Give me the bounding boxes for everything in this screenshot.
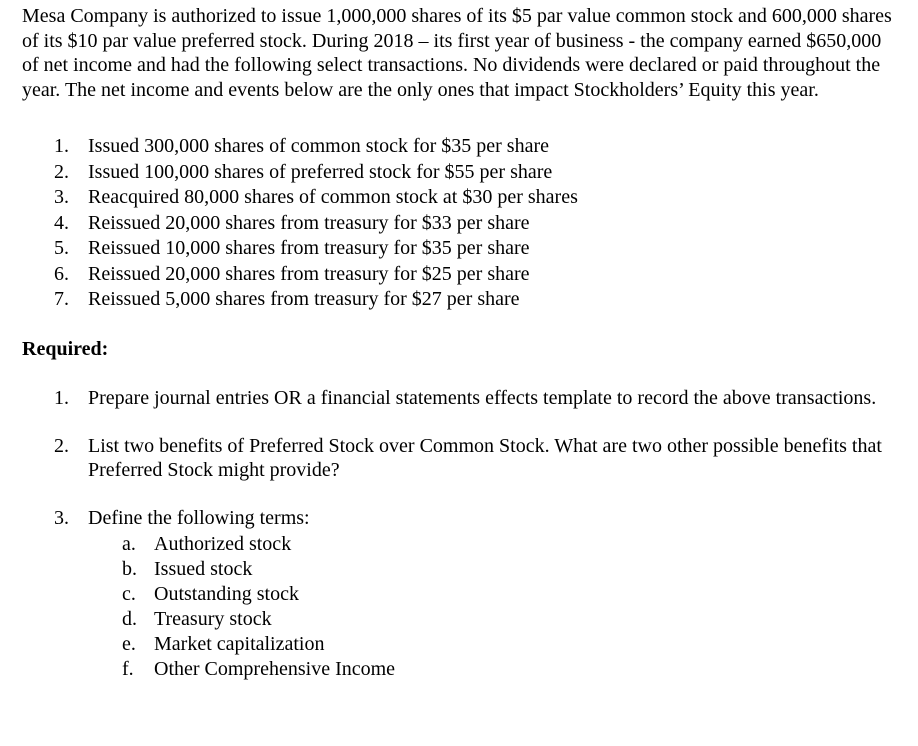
term-letter: c.: [122, 582, 136, 605]
term-item: [88, 582, 898, 607]
transaction-list: [22, 134, 898, 313]
item-number: 6.: [54, 262, 69, 285]
term-item: [88, 607, 898, 632]
term-letter: d.: [122, 607, 137, 630]
problem-intro-paragraph: Mesa Company is authorized to issue 1,000,000 shares of its $5 par value common stock and 600,000 shares of its $10 par value preferred stock. During 2018 – its first year of business - the company earned $650,000 of net income and had the following select transactions. No dividends were declared or paid throughout the year. The net income and events below are the only ones that impact Stockholders’ Equity this year.: [22, 5, 892, 101]
item-number: 1.: [54, 386, 69, 409]
terms-list: [88, 532, 898, 682]
required-heading: Required:: [22, 337, 109, 360]
item-number: 4.: [54, 211, 69, 234]
requirements-list: [22, 386, 898, 682]
requirement-item: [22, 386, 898, 410]
transaction-text: Reacquired 80,000 shares of common stock at $30 per shares: [88, 186, 578, 208]
item-number: 1.: [54, 135, 69, 157]
transaction-text: Issued 300,000 shares of common stock for $35 per share: [88, 135, 550, 157]
requirement-item: [22, 506, 898, 682]
transaction-item: [22, 287, 898, 313]
item-number: 2.: [54, 160, 69, 183]
term-letter: f.: [122, 657, 134, 680]
transaction-text: Reissued 20,000 shares from treasury for $33 per share: [88, 211, 530, 234]
term-item: [88, 532, 898, 557]
requirement-text: List two benefits of Preferred Stock over Common Stock. What are two other possible benefits that Preferred Stock might provide?: [88, 434, 882, 481]
transaction-text: Reissued 10,000 shares from treasury for $35 per share: [88, 237, 530, 259]
requirement-text: Define the following terms:: [88, 506, 310, 529]
term-item: [88, 657, 898, 682]
item-number: 3.: [54, 186, 69, 208]
term-text: Other Comprehensive Income: [154, 657, 396, 680]
transaction-item: [22, 236, 898, 262]
item-number: 2.: [54, 434, 69, 457]
transaction-item: [22, 160, 898, 186]
term-text: Outstanding stock: [154, 582, 299, 605]
requirement-item: [22, 434, 898, 482]
item-number: 3.: [54, 506, 69, 529]
term-letter: b.: [122, 557, 137, 580]
term-item: [88, 557, 898, 582]
term-text: Authorized stock: [154, 532, 292, 555]
term-item: [88, 632, 898, 657]
term-text: Market capitalization: [154, 632, 325, 655]
term-letter: e.: [122, 632, 136, 655]
item-number: 5.: [54, 237, 69, 259]
term-text: Treasury stock: [154, 607, 272, 630]
term-text: Issued stock: [154, 557, 253, 580]
transaction-text: Reissued 20,000 shares from treasury for $25 per share: [88, 262, 530, 285]
transaction-text: Issued 100,000 shares of preferred stock for $55 per share: [88, 160, 553, 183]
transaction-item: [22, 262, 898, 288]
term-letter: a.: [122, 532, 136, 555]
transaction-item: [22, 211, 898, 237]
transaction-text: Reissued 5,000 shares from treasury for $27 per share: [88, 288, 520, 310]
item-number: 7.: [54, 288, 69, 310]
transaction-item: [22, 185, 898, 211]
requirement-text: Prepare journal entries OR a financial statements effects template to record the above transactions.: [88, 386, 877, 409]
transaction-item: [22, 134, 898, 160]
